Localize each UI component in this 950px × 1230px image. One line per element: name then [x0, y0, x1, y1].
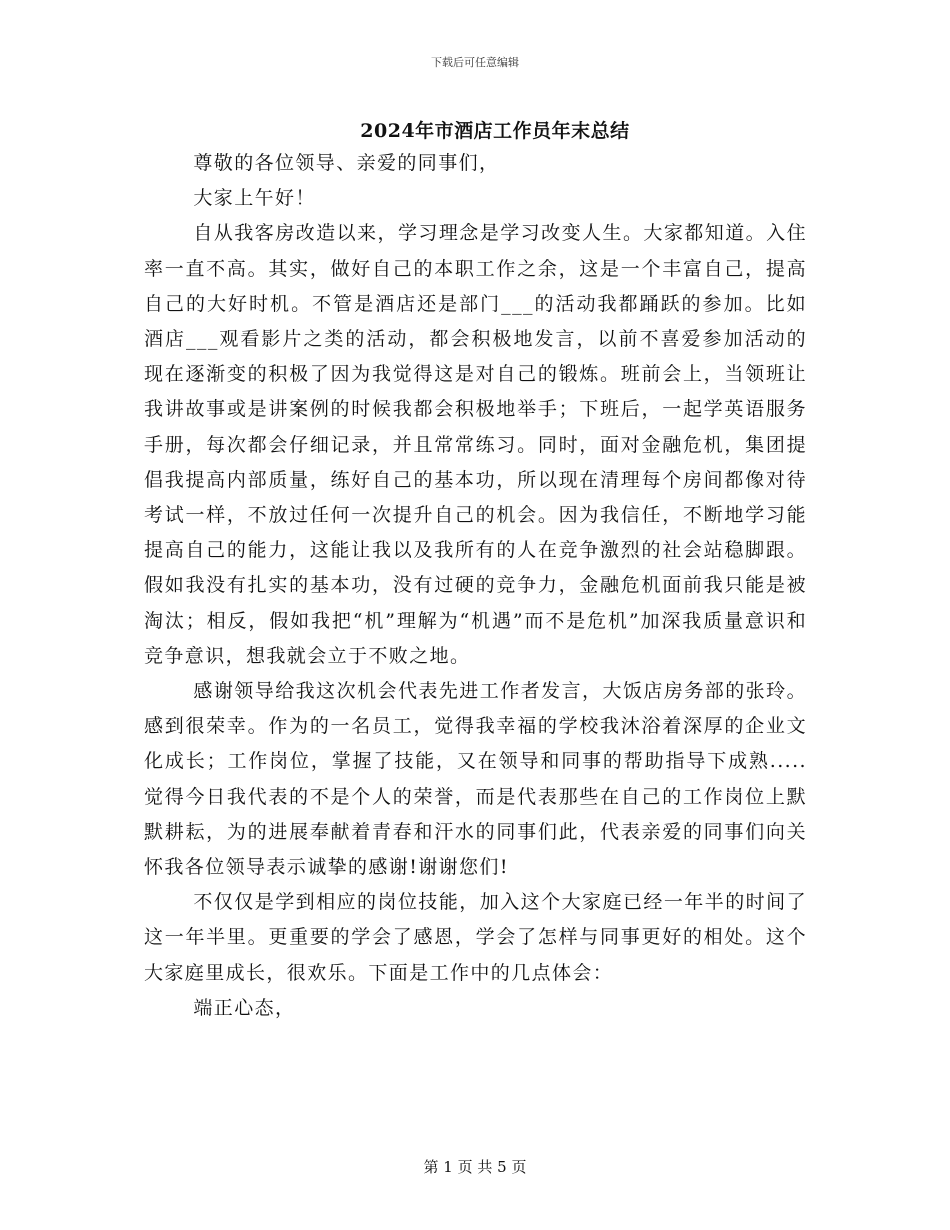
document-body	[144, 146, 807, 1026]
body-paragraph: 自从我客房改造以来，学习理念是学习改变人生。大家都知道。入住率一直不高。其实，做好自己的本职工作之余，这是一个丰富自己，提高自己的大好时机。不管是酒店还是部门___的活动我都踊跃的参加。比如酒店___观看影片之类的活动，都会积极地发言，以前不喜爱参加活动的现在逐渐变的积极了因为我觉得这是对自己的锻炼。班前会上，当领班让我讲故事或是讲案例的时候我都会积极地举手；下班后，一起学英语服务手册，每次都会仔细记录，并且常常练习。同时，面对金融危机，集团提倡我提高内部质量，练好自己的基本功，所以现在清理每个房间都像对待考试一样，不放过任何一次提升自己的机会。因为我信任，不断地学习能提高自己的能力，这能让我以及我所有的人在竞争激烈的社会站稳脚跟。假如我没有扎实的基本功，没有过硬的竞争力，金融危机面前我只能是被淘汰；相反，假如我把“机”理解为“机遇”而不是危机”加深我质量意识和竞争意识，想我就会立于不败之地。	[144, 222, 807, 667]
greeting-paragraph: 尊敬的各位领导、亲爱的同事们，	[193, 152, 500, 174]
body-paragraph: 感谢领导给我这次机会代表先进工作者发言，大饭店房务部的张玲。感到很荣幸。作为的一名员工，觉得我幸福的学校我沐浴着深厚的企业文化成长；工作岗位，掌握了技能，又在领导和同事的帮助指导下成熟.....觉得今日我代表的不是个人的荣誉，而是代表那些在自己的工作岗位上默默耕耘，为的进展奉献着青春和汗水的同事们此，代表亲爱的同事们向关怀我各位领导表示诚挚的感谢!谢谢您们!	[144, 680, 807, 879]
page-footer: 第 1 页 共 5 页	[423, 1158, 527, 1176]
body-paragraph: 不仅仅是学到相应的岗位技能，加入这个大家庭已经一年半的时间了这一年半里。更重要的学会了感恩，学会了怎样与同事更好的相处。这个大家庭里成长，很欢乐。下面是工作中的几点体会：	[144, 891, 807, 984]
body-paragraph: 端正心态，	[193, 996, 296, 1019]
salutation-paragraph: 大家上午好！	[193, 187, 316, 210]
header-note: 下载后可任意编辑	[431, 56, 519, 69]
document-title: 2024年市酒店工作员年末总结	[360, 120, 630, 142]
